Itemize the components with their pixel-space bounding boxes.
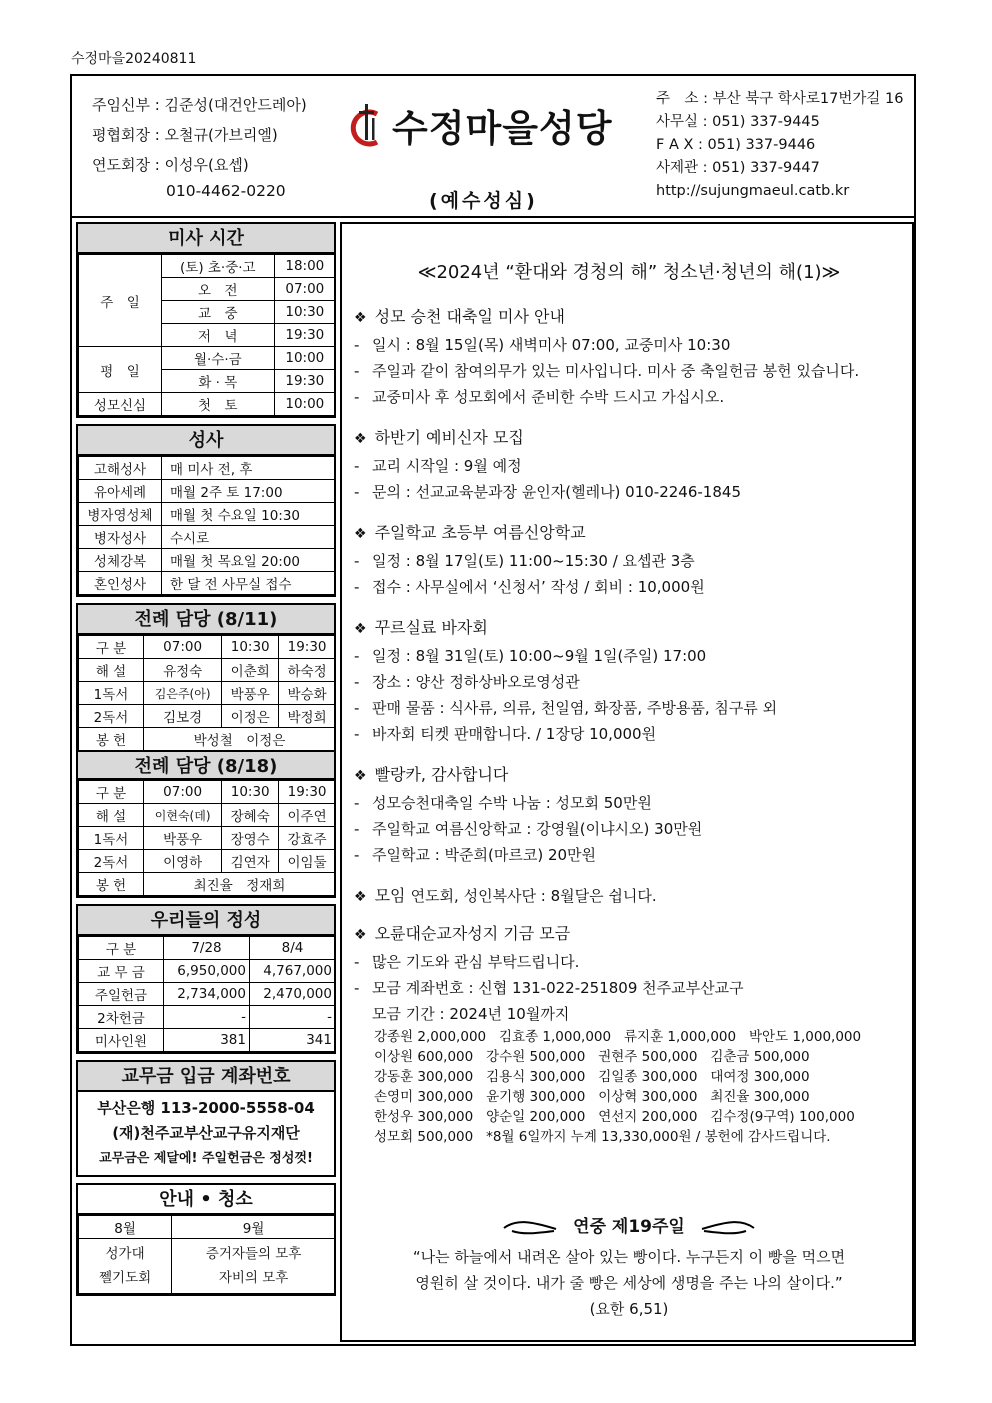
rectory-phone: 사제관 : 051) 337-9447	[656, 160, 820, 176]
section-heading	[354, 921, 909, 944]
right-ornament-icon	[700, 1219, 756, 1237]
liturgy-title-0818: 전례 담당 (8/18)	[78, 750, 334, 780]
mass-time: 19:30	[274, 324, 335, 347]
contact-info	[656, 88, 903, 203]
duty-group: 증거자들의 모후	[205, 1246, 302, 1262]
list-item: - 일정 : 8월 31일(토) 10:00~9월 1일(주일) 17:00	[354, 647, 707, 665]
sacrament-value: 매 미사 전, 후	[162, 457, 336, 480]
item-text: 장소 : 양산 정하상바오로영성관	[372, 673, 580, 691]
quote-line: 영원히 살 것이다. 내가 줄 빵은 세상에 생명을 주는 나의 살이다.”	[415, 1274, 843, 1292]
col-header: 19:30	[279, 781, 336, 804]
item-text: 교리 시작일 : 9월 예정	[372, 457, 522, 475]
offering-value: 4,767,000	[250, 960, 336, 983]
item-text: 바자회 티켓 판매합니다. / 1장당 10,000원	[372, 725, 657, 743]
sacraments-block	[76, 424, 336, 597]
mass-name: (토) 초·중·고	[162, 255, 275, 278]
section-heading	[354, 520, 909, 543]
minister: 김은주(아)	[144, 682, 222, 705]
mass-time: 10:00	[274, 393, 335, 416]
cleaning-title: 안내 • 청소	[78, 1185, 334, 1215]
col-header: 7/28	[164, 937, 250, 960]
offerings-block	[76, 904, 336, 1054]
month-header: 9월	[172, 1216, 336, 1239]
year-theme-title: ≪2024년 “환대와 경청의 해” 청소년·청년의 해(1)≫	[417, 262, 841, 283]
minister: 김연자	[222, 850, 279, 873]
list-item: - 주일학교 : 박준희(마르코) 20만원	[354, 846, 597, 864]
minister: 유정숙	[144, 659, 222, 682]
donor-line: 성모회 500,000 *8월 6일까지 누계 13,330,000원 / 봉헌에 감사드립니다.	[374, 1129, 831, 1145]
sacrament-name: 유아세례	[79, 480, 162, 503]
section-title: 성모 승천 대축일 미사 안내	[374, 307, 565, 326]
office-phone: 사무실 : 051) 337-9445	[656, 114, 820, 130]
council-line: 평협회장 : 오철규(가브리엘)	[92, 126, 278, 144]
list-item: - 주일과 같이 참여의무가 있는 미사입니다. 미사 중 축일헌금 봉헌 있습니다.	[354, 362, 860, 380]
sacraments-title: 성사	[78, 426, 334, 456]
diamond-bullet-icon: ❖	[354, 927, 367, 943]
role: 봉 헌	[79, 873, 144, 896]
section-heading	[354, 883, 909, 906]
list-item: - 바자회 티켓 판매합니다. / 1장당 10,000원	[354, 725, 657, 743]
item-text: 많은 기도와 관심 부탁드립니다.	[372, 953, 580, 971]
bank-account: 부산은행 113-2000-5558-04	[97, 1099, 315, 1117]
minister: 하숙정	[279, 659, 336, 682]
item-text: 모금 계좌번호 : 신협 131-022-251809 천주교부산교구	[372, 979, 744, 997]
minister: 이춘희	[222, 659, 279, 682]
minister: 장영수	[222, 827, 279, 850]
list-item: - 장소 : 양산 정하상바오로영성관	[354, 673, 580, 691]
mass-name: 첫 토	[162, 393, 275, 416]
col-header: 8/4	[250, 937, 336, 960]
sacrament-name: 병자성사	[79, 526, 162, 549]
sacrament-name: 혼인성사	[79, 572, 162, 595]
fax-number: F A X : 051) 337-9446	[656, 137, 816, 153]
minister: 박승화	[279, 682, 336, 705]
church-name: 수정마을성당	[392, 107, 613, 150]
sunday-heading	[342, 1212, 916, 1237]
mass-name: 화 · 목	[162, 370, 275, 393]
catechumen-section	[354, 425, 909, 505]
minister: 이주연	[279, 804, 336, 827]
mass-name: 월·수·금	[162, 347, 275, 370]
section-heading	[354, 615, 909, 638]
mass-name: 교 중	[162, 301, 275, 324]
mass-times-title: 미사 시간	[78, 224, 334, 254]
section-title: 주일학교 초등부 여름신앙학교	[374, 523, 586, 542]
mass-time: 10:00	[274, 347, 335, 370]
offering-value: 341	[250, 1029, 336, 1052]
minister: 이영하	[144, 850, 222, 873]
sunday-title: 연중 제19주일	[573, 1217, 685, 1237]
offering-value: -	[164, 1006, 250, 1029]
meeting-text: 연도회, 성인복사단 : 8월달은 쉽니다.	[410, 887, 657, 905]
minister: 김보경	[144, 705, 222, 728]
meeting-section	[354, 883, 909, 906]
minister: 이현숙(데)	[144, 804, 222, 827]
offerings-table	[78, 936, 336, 1052]
offering-label: 주일헌금	[79, 983, 164, 1006]
diamond-bullet-icon: ❖	[354, 526, 367, 542]
list-item: - 교리 시작일 : 9월 예정	[354, 457, 522, 475]
account-holder: (재)천주교부산교구유지재단	[112, 1124, 300, 1142]
role: 2독서	[79, 850, 144, 873]
offering-value: 2,734,000	[164, 983, 250, 1006]
donor-line: 한성우 300,000 양순일 200,000 연선지 200,000 김수정(9구역) 100,000	[374, 1109, 855, 1125]
donor-line: 강동훈 300,000 김용식 300,000 김일종 300,000 대여정 300,000	[374, 1069, 810, 1085]
september-duty	[172, 1239, 336, 1294]
list-item: - 문의 : 선교교육분과장 윤인자(헬레나) 010-2246-1845	[354, 483, 741, 501]
mass-times-block	[76, 222, 336, 418]
role: 봉 헌	[79, 728, 144, 751]
diamond-bullet-icon: ❖	[354, 768, 367, 784]
role: 2독서	[79, 705, 144, 728]
list-item: - 교중미사 후 성모회에서 준비한 수박 드시고 가십시오.	[354, 388, 725, 406]
account-title: 교무금 입금 계좌번호	[78, 1062, 334, 1092]
sacrament-value: 매월 첫 목요일 20:00	[162, 549, 336, 572]
role: 1독서	[79, 682, 144, 705]
duty-group: 쩰기도회	[98, 1270, 152, 1286]
marian-label: 성모신심	[79, 393, 162, 416]
sacrament-value: 한 달 전 사무실 접수	[162, 572, 336, 595]
sacrament-value: 수시로	[162, 526, 336, 549]
list-item: - 판매 물품 : 식사류, 의류, 천일염, 화장품, 주방용품, 침구류 외	[354, 699, 778, 717]
section-title: 오륜대순교자성지 기금 모금	[374, 924, 571, 943]
month-header: 8월	[79, 1216, 172, 1239]
offering-ministers: 최진율 정재희	[144, 873, 336, 896]
sunday-label: 주 일	[79, 255, 162, 347]
diamond-bullet-icon: ❖	[354, 889, 367, 905]
mass-time: 18:00	[274, 255, 335, 278]
assumption-mass-section	[354, 304, 909, 410]
bazaar-section	[354, 615, 909, 747]
minister: 장혜숙	[222, 804, 279, 827]
church-logo-icon	[347, 100, 389, 150]
left-ornament-icon	[502, 1219, 558, 1237]
elder-line: 연도회장 : 이성우(요셉)	[92, 156, 249, 174]
pastor-line: 주임신부 : 김준성(대건안드레아)	[92, 96, 307, 114]
mass-times-table	[78, 254, 336, 416]
item-text: 일정 : 8월 17일(토) 11:00~15:30 / 요셉관 3층	[372, 552, 695, 570]
account-info	[78, 1092, 334, 1175]
liturgy-title-0811: 전례 담당 (8/11)	[78, 605, 334, 635]
role: 해 설	[79, 804, 144, 827]
col-header: 구 분	[79, 937, 164, 960]
cleaning-table	[78, 1215, 336, 1294]
minister: 박풍우	[144, 827, 222, 850]
item-text: 접수 : 사무실에서 ‘신청서’ 작성 / 회비 : 10,000원	[372, 578, 705, 596]
duty-group: 성가대	[105, 1246, 145, 1262]
sacraments-table	[78, 456, 336, 595]
section-heading	[354, 762, 909, 785]
offering-ministers: 박성철 이정은	[144, 728, 336, 751]
diamond-bullet-icon: ❖	[354, 310, 367, 326]
account-block	[76, 1060, 336, 1177]
section-heading	[354, 304, 909, 327]
diamond-bullet-icon: ❖	[354, 431, 367, 447]
weekday-label: 평 일	[79, 347, 162, 393]
col-header: 구 분	[79, 781, 144, 804]
offerings-title: 우리들의 정성	[78, 906, 334, 936]
announcements	[340, 222, 914, 1342]
quote-reference: (요한 6,51)	[589, 1300, 669, 1318]
august-duty	[79, 1239, 172, 1294]
fund-period: 모금 기간 : 2024년 10월까지	[372, 1005, 570, 1023]
cleaning-block	[76, 1183, 336, 1296]
item-text: 판매 물품 : 식사류, 의류, 천일염, 화장품, 주방용품, 침구류 외	[372, 699, 778, 717]
duty-group: 자비의 모후	[218, 1270, 289, 1286]
offering-label: 2차헌금	[79, 1006, 164, 1029]
col-header: 10:30	[222, 636, 279, 659]
account-note: 교무금은 제달에! 주일헌금은 정성껏!	[99, 1151, 313, 1166]
offering-label: 교 무 금	[79, 960, 164, 983]
sacrament-name: 병자영성체	[79, 503, 162, 526]
item-text: 교중미사 후 성모회에서 준비한 수박 드시고 가십시오.	[372, 388, 725, 406]
role: 1독서	[79, 827, 144, 850]
quote-line: “나는 하늘에서 내려온 살아 있는 빵이다. 누구든지 이 빵을 먹으면	[412, 1248, 846, 1266]
list-item: - 일정 : 8월 17일(토) 11:00~15:30 / 요셉관 3층	[354, 552, 695, 570]
summer-school-section	[354, 520, 909, 600]
col-header: 10:30	[222, 781, 279, 804]
sacrament-name: 성체강복	[79, 549, 162, 572]
item-text: 성모승천대축일 수박 나눔 : 성모회 50만원	[372, 794, 652, 812]
thanks-section	[354, 762, 909, 868]
sacrament-value: 매월 첫 수요일 10:30	[162, 503, 336, 526]
section-heading	[354, 425, 909, 448]
bulletin-frame	[70, 74, 916, 1346]
list-item: - 일시 : 8월 15일(목) 새벽미사 07:00, 교중미사 10:30	[354, 336, 731, 354]
item-text: 문의 : 선교교육분과장 윤인자(헬레나) 010-2246-1845	[372, 483, 741, 501]
list-item: - 많은 기도와 관심 부탁드립니다.	[354, 953, 580, 971]
minister: 박풍우	[222, 682, 279, 705]
mass-name: 저 녁	[162, 324, 275, 347]
elder-phone: 010-4462-0220	[166, 182, 286, 200]
list-item: - 모금 계좌번호 : 신협 131-022-251809 천주교부산교구	[354, 979, 744, 997]
offering-value: 2,470,000	[250, 983, 336, 1006]
donor-line: 강종원 2,000,000 김효종 1,000,000 류지훈 1,000,000 박안도 1,000,000	[374, 1029, 862, 1045]
section-title: 모임	[374, 886, 406, 905]
liturgy-table-0818	[78, 780, 336, 896]
gospel-quote	[342, 1244, 916, 1322]
section-title: 꾸르실료 바자회	[374, 618, 488, 637]
donor-line: 손영미 300,000 윤기행 300,000 이상혁 300,000 최진율 300,000	[374, 1089, 810, 1105]
list-item: - 접수 : 사무실에서 ‘신청서’ 작성 / 회비 : 10,000원	[354, 578, 705, 596]
liturgy-table-0811	[78, 635, 336, 751]
fundraising-section	[354, 921, 909, 1147]
list-item: - 성모승천대축일 수박 나눔 : 성모회 50만원	[354, 794, 652, 812]
item-text: 주일과 같이 참여의무가 있는 미사입니다. 미사 중 축일헌금 봉헌 있습니다.	[372, 362, 860, 380]
item-text: 일정 : 8월 31일(토) 10:00~9월 1일(주일) 17:00	[372, 647, 707, 665]
mass-time: 07:00	[274, 278, 335, 301]
clergy-info	[92, 90, 307, 202]
offering-value: 6,950,000	[164, 960, 250, 983]
mass-time: 10:30	[274, 301, 335, 324]
offering-value: 381	[164, 1029, 250, 1052]
minister: 이정은	[222, 705, 279, 728]
mass-name: 오 전	[162, 278, 275, 301]
offering-value: -	[250, 1006, 336, 1029]
role: 해 설	[79, 659, 144, 682]
col-header: 구 분	[79, 636, 144, 659]
item-text: 일시 : 8월 15일(목) 새벽미사 07:00, 교중미사 10:30	[372, 336, 731, 354]
feast-name: (예수성심)	[429, 190, 538, 212]
col-header: 19:30	[279, 636, 336, 659]
website-link[interactable]: http://sujungmaeul.catb.kr	[656, 183, 850, 199]
address-line: 주 소 : 부산 북구 학사로17번가길 16	[656, 91, 904, 107]
section-title: 빨랑카, 감사합니다	[374, 765, 509, 784]
col-header: 07:00	[144, 636, 222, 659]
donor-line: 이상원 600,000 강수원 500,000 권현주 500,000 김춘금 500,000	[374, 1049, 810, 1065]
minister: 이임둘	[279, 850, 336, 873]
list-item: - 주일학교 여름신앙학교 : 강영월(이냐시오) 30만원	[354, 820, 703, 838]
minister: 강효주	[279, 827, 336, 850]
liturgy-block	[76, 603, 336, 898]
item-text: 주일학교 여름신앙학교 : 강영월(이냐시오) 30만원	[372, 820, 703, 838]
document-id: 수정마을20240811	[71, 51, 197, 67]
col-header: 07:00	[144, 781, 222, 804]
section-title: 하반기 예비신자 모집	[374, 428, 524, 447]
mass-time: 19:30	[274, 370, 335, 393]
offering-label: 미사인원	[79, 1029, 164, 1052]
sacrament-name: 고해성사	[79, 457, 162, 480]
diamond-bullet-icon: ❖	[354, 621, 367, 637]
minister: 박정희	[279, 705, 336, 728]
bulletin-header	[72, 76, 914, 218]
item-text: 주일학교 : 박준희(마르코) 20만원	[372, 846, 597, 864]
sacrament-value: 매월 2주 토 17:00	[162, 480, 336, 503]
announcement-list	[354, 304, 909, 1162]
sidebar	[76, 222, 336, 1302]
